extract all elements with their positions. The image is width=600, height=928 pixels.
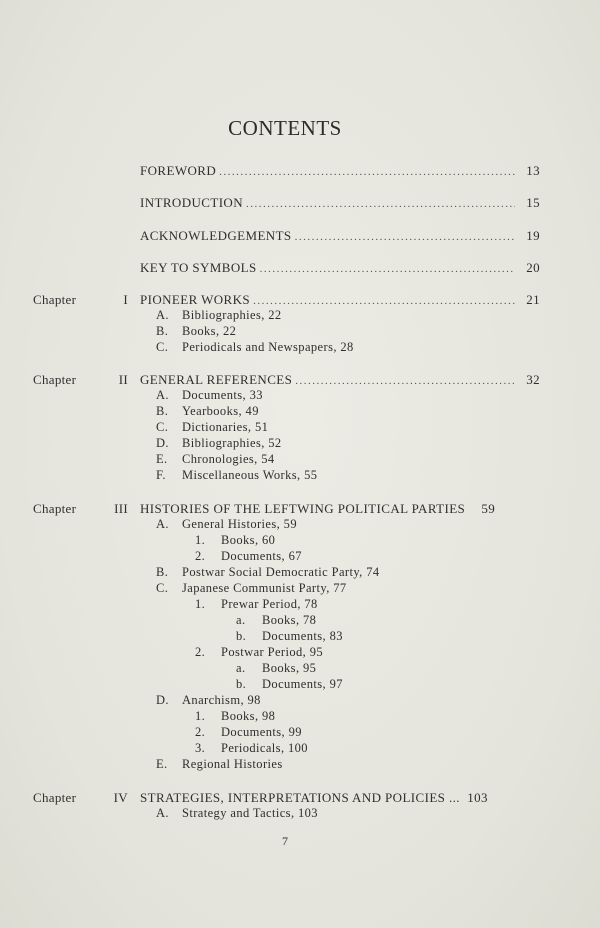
subentry-mark: b. [236,677,247,691]
subentry-mark: 1. [195,597,206,611]
toc-subentry [156,436,282,451]
subentry-text: Documents, 97 [262,677,343,691]
toc-subentry [236,677,343,692]
toc-subentry [195,549,302,564]
entry-page: 15 [526,195,540,210]
subentry-mark: A. [156,806,169,820]
subentry-text: Strategy and Tactics, 103 [182,806,318,820]
subentry-mark: C. [156,340,169,354]
chapter-number: I [123,292,128,307]
toc-subentry [156,806,318,821]
chapter-page: 32 [526,372,540,387]
subentry-mark: 3. [195,741,206,755]
chapter-page: 103 [467,790,488,805]
toc-subentry [195,533,275,548]
subentry-text: Postwar Period, 95 [221,645,323,659]
toc-subentry [156,308,282,323]
toc-entry-key-to-symbols [140,260,540,276]
chapter-number: II [118,372,128,387]
subentry-mark: B. [156,565,169,579]
entry-page: 20 [526,260,540,275]
entry-page: 13 [526,163,540,178]
subentry-text: Books, 60 [221,533,276,547]
subentry-text: Documents, 33 [182,388,263,402]
subentry-text: Documents, 99 [221,725,302,739]
subentry-mark: E. [156,757,168,771]
toc-subentry [156,420,268,435]
toc-subentry [236,661,316,676]
subentry-mark: C. [156,581,169,595]
toc-subentry [195,645,323,660]
subentry-text: Books, 95 [262,661,317,675]
subentry-mark: 2. [195,645,206,659]
toc-subentry [195,709,275,724]
leader-dots [219,166,515,178]
chapter-number: IV [113,790,128,805]
toc-subentry [195,725,302,740]
toc-subentry [156,324,236,339]
subentry-text: Documents, 67 [221,549,302,563]
chapter-title-entry [140,372,540,388]
subentry-mark: 2. [195,725,206,739]
chapter-title: PIONEER WORKS [140,292,251,307]
subentry-text: Documents, 83 [262,629,343,643]
chapter-title-entry [140,501,540,517]
subentry-mark: C. [156,420,169,434]
subentry-mark: D. [156,693,169,707]
page-number: 7 [282,834,288,848]
toc-entry-introduction [140,195,540,211]
subentry-mark: 1. [195,533,206,547]
subentry-text: Books, 22 [182,324,237,338]
chapter-word: Chapter [33,292,77,307]
leader-dots [260,263,515,275]
toc-subentry [156,581,347,596]
chapter-title-entry [140,790,544,806]
subentry-text: Periodicals, 100 [221,741,308,755]
entry-label: KEY TO SYMBOLS [140,260,257,275]
subentry-mark: D. [156,436,169,450]
chapter-word: Chapter [33,501,77,516]
chapter-number: III [114,501,128,516]
toc-subentry [195,597,318,612]
toc-subentry [156,757,283,772]
subentry-mark: a. [236,661,246,675]
subentry-mark: A. [156,308,169,322]
toc-subentry [156,565,380,580]
toc-subentry [156,404,259,419]
leader-dots [246,198,515,210]
toc-entry-foreword [140,163,540,179]
subentry-mark: A. [156,517,169,531]
toc-subentry [195,741,308,756]
subentry-text: Periodicals and Newspapers, 28 [182,340,354,354]
subentry-text: Bibliographies, 22 [182,308,282,322]
subentry-text: Miscellaneous Works, 55 [182,468,318,482]
entry-page: 19 [526,228,540,243]
chapter-word: Chapter [33,790,77,805]
entry-label: FOREWORD [140,163,217,178]
subentry-text: Yearbooks, 49 [182,404,259,418]
toc-subentry [156,340,354,355]
chapter-title: GENERAL REFERENCES [140,372,293,387]
subentry-mark: b. [236,629,247,643]
leader-dots [295,375,515,387]
subentry-mark: B. [156,324,169,338]
toc-subentry [156,517,297,532]
subentry-text: Regional Histories [182,757,283,771]
chapter-title: STRATEGIES, INTERPRETATIONS AND POLICIES ... [140,790,460,805]
chapter-page: 59 [481,501,496,516]
subentry-text: Prewar Period, 78 [221,597,318,611]
subentry-mark: B. [156,404,169,418]
chapter-page: 21 [526,292,540,307]
subentry-mark: 2. [195,549,206,563]
subentry-text: Japanese Communist Party, 77 [182,581,347,595]
chapter-word: Chapter [33,372,77,387]
subentry-text: General Histories, 59 [182,517,297,531]
entry-label: ACKNOWLEDGEMENTS [140,228,292,243]
subentry-mark: a. [236,613,246,627]
subentry-text: Books, 98 [221,709,276,723]
subentry-text: Bibliographies, 52 [182,436,282,450]
toc-subentry [236,629,343,644]
subentry-text: Anarchism, 98 [182,693,261,707]
toc-entry-acknowledgements [140,228,540,244]
subentry-mark: F. [156,468,166,482]
entry-label: INTRODUCTION [140,195,244,210]
toc-subentry [236,613,316,628]
leader-dots [253,295,515,307]
leader-dots [295,231,515,243]
subentry-mark: 1. [195,709,206,723]
subentry-text: Chronologies, 54 [182,452,275,466]
subentry-mark: E. [156,452,168,466]
toc-subentry [156,388,263,403]
toc-subentry [156,452,275,467]
toc-subentry [156,468,317,483]
subentry-text: Books, 78 [262,613,317,627]
subentry-text: Dictionaries, 51 [182,420,269,434]
subentry-text: Postwar Social Democratic Party, 74 [182,565,380,579]
toc-subentry [156,693,261,708]
page-title: CONTENTS [228,116,342,140]
chapter-title-entry [140,292,540,308]
subentry-mark: A. [156,388,169,402]
chapter-title: HISTORIES OF THE LEFTWING POLITICAL PARTIES [140,501,466,516]
